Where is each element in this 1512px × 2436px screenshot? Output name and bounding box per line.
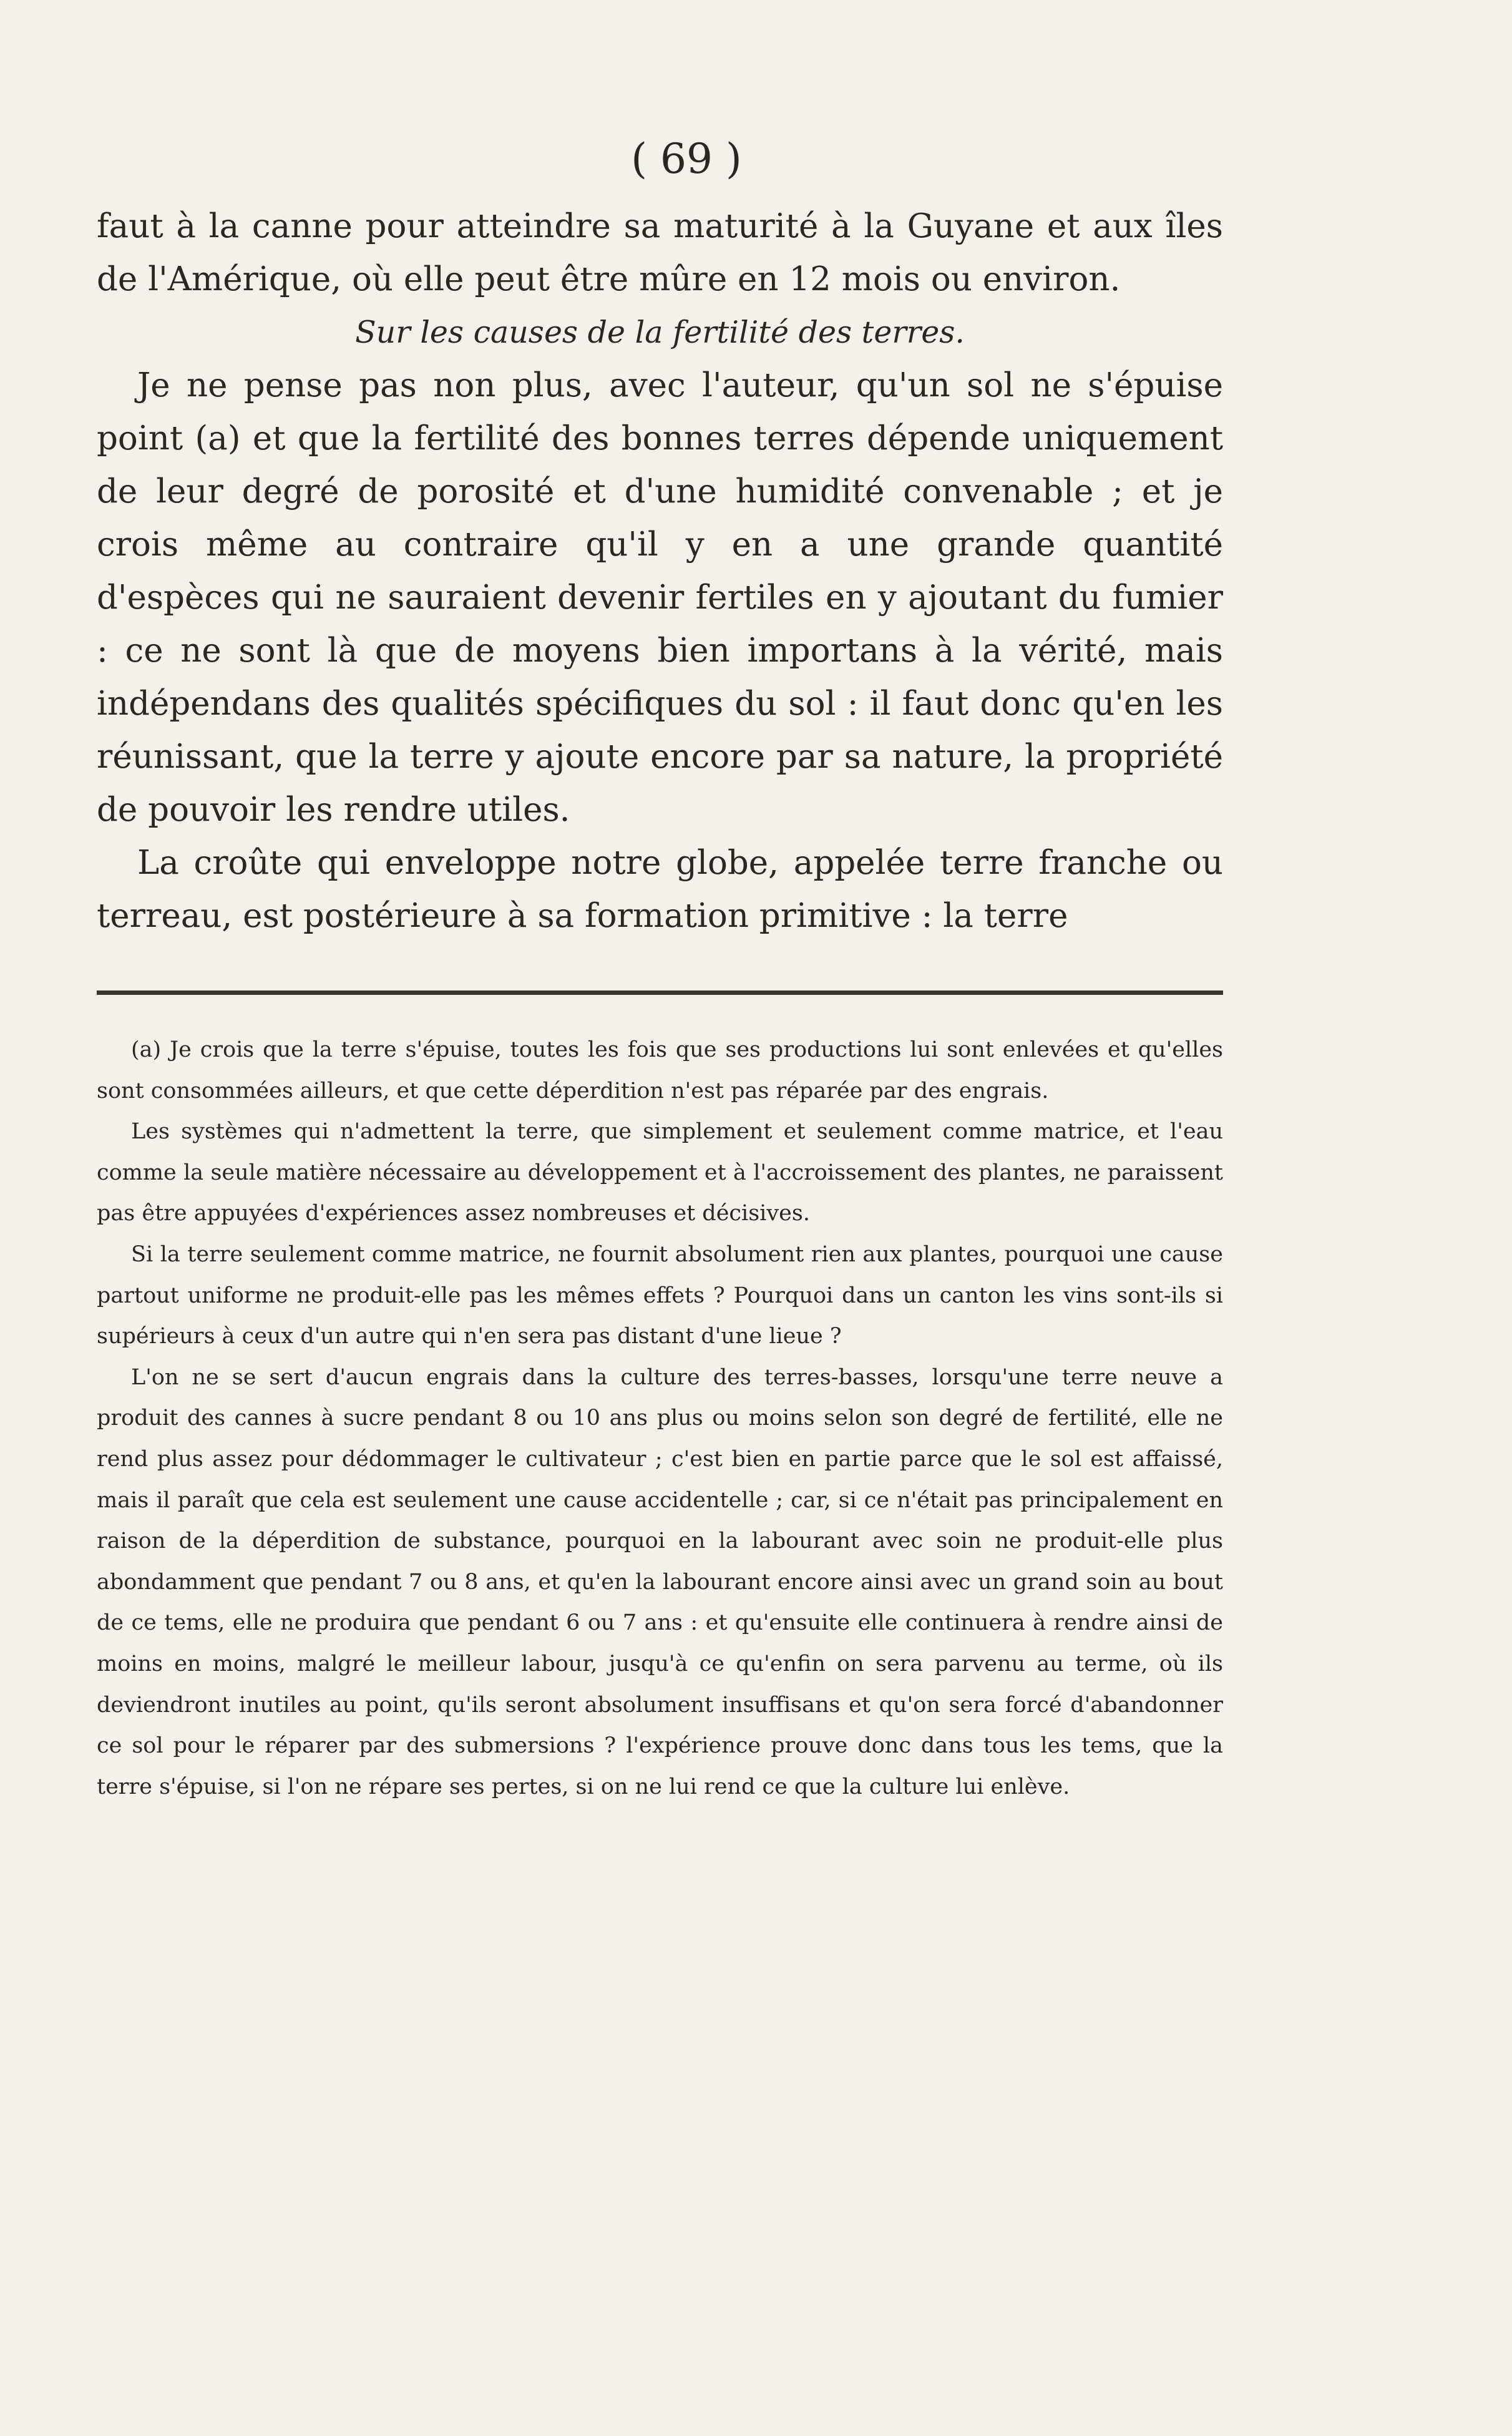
footnote-paragraph-3: Si la terre seulement comme matrice, ne fournit absolument rien aux plantes, pourquoi une cause partout uniforme ne produit-elle pas les mêmes effets ? Pourquoi dans un canton les vins sont-ils si supérieurs à ceux d'un autre qui n'en sera pas distant d'une lieue ? xyxy=(97,1241,1223,1349)
body-paragraph-2: La croûte qui enveloppe notre globe, appelée terre franche ou terreau, est postérieure à sa formation primitive : la terre xyxy=(97,844,1223,935)
footnote-separator xyxy=(97,991,1223,995)
page-number: ( 69 ) xyxy=(631,135,742,183)
footnote xyxy=(97,1030,1223,1807)
footnote-paragraph-1: (a) Je crois que la terre s'épuise, toutes les fois que ses productions lui sont enlevées et qu'elles sont consommées ailleurs, et que cette déperdition n'est pas réparée par des engrais. xyxy=(97,1037,1223,1103)
footnote-paragraph-2: Les systèmes qui n'admettent la terre, que simplement et seulement comme matrice, et l'eau comme la seule matière nécessaire au développement et à l'accroissement des plantes, ne paraissent pas être appuyées d'expériences assez nombreuses et décisives. xyxy=(97,1119,1223,1226)
main-text xyxy=(97,200,1223,942)
body-paragraph-1: Je ne pense pas non plus, avec l'auteur, qu'un sol ne s'épuise point (a) et que la fertilité des bonnes terres dépende uniquement de leur degré de porosité et d'une humidité convenable ; et je crois même au contraire qu'il y en a une grande quantité d'espèces qui ne sauraient devenir fertiles en y ajoutant du fumier : ce ne sont là que de moyens bien importans à la vérité, mais indépendans des qualités spécifiques du sol : il faut donc qu'en les réunissant, que la terre y ajoute encore par sa nature, la propriété de pouvoir les rendre utiles. xyxy=(97,366,1223,829)
continuation-paragraph: faut à la canne pour atteindre sa maturité à la Guyane et aux îles de l'Amérique, où elle peut être mûre en 12 mois ou environ. xyxy=(97,207,1223,298)
footnote-paragraph-4: L'on ne se sert d'aucun engrais dans la culture des terres-basses, lorsqu'une terre neuve a produit des cannes à sucre pendant 8 ou 10 ans plus ou moins selon son degré de fertilité, elle ne rend plus assez pour dédommager le cultivateur ; c'est bien en partie parce que le sol est affaissé, mais il paraît que cela est seulement une cause accidentelle ; car, si ce n'était pas principalement en raison de la déperdition de substance, pourquoi en la labourant avec soin ne produit-elle plus abondamment que pendant 7 ou 8 ans, et qu'en la labourant encore ainsi avec un grand soin au bout de ce tems, elle ne produira que pendant 6 ou 7 ans : et qu'ensuite elle continuera à rendre ainsi de moins en moins, malgré le meilleur labour, jusqu'à ce qu'enfin on sera parvenu au terme, où ils deviendront inutiles au point, qu'ils seront absolument insuffisans et qu'on sera forcé d'abandonner ce sol pour le réparer par des submersions ? l'expérience prouve donc dans tous les tems, que la terre s'épuise, si l'on ne répare ses pertes, si on ne lui rend ce que la culture lui enlève. xyxy=(97,1364,1223,1799)
section-heading: Sur les causes de la fertilité des terres. xyxy=(355,315,965,350)
